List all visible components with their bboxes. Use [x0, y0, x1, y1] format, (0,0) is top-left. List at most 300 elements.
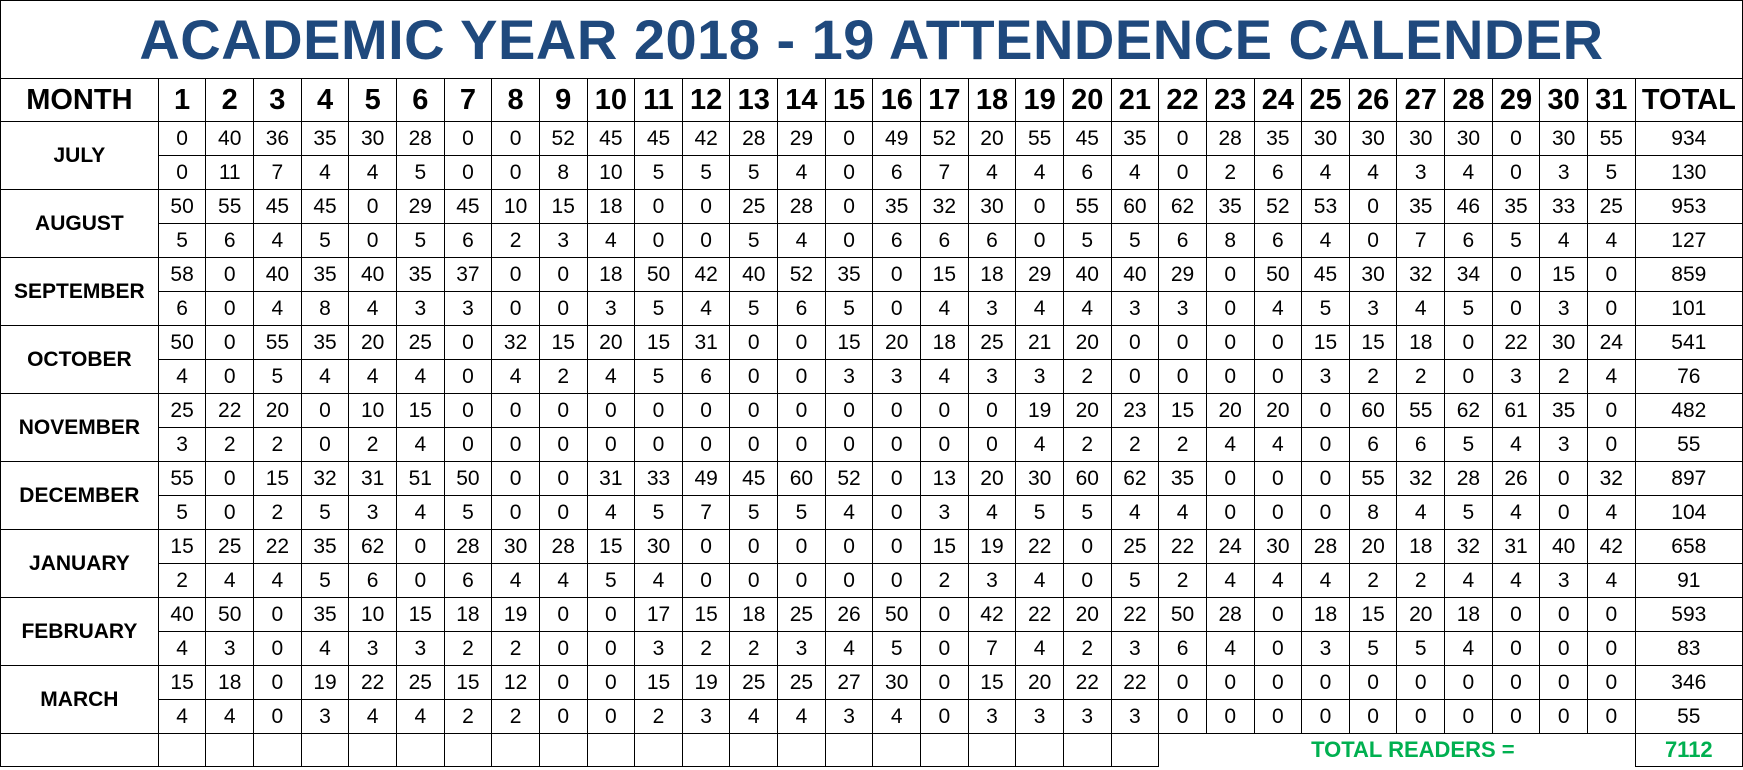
cell-value: 20 [1206, 394, 1254, 428]
cell-value: 0 [1206, 462, 1254, 496]
row-total: 541 [1635, 326, 1742, 360]
cell-value: 32 [1397, 462, 1445, 496]
cell-value: 6 [1397, 428, 1445, 462]
day-header: 23 [1206, 79, 1254, 122]
cell-value: 3 [1540, 428, 1588, 462]
cell-value: 35 [1111, 122, 1159, 156]
cell-value: 0 [730, 360, 778, 394]
cell-value: 18 [206, 666, 254, 700]
cell-value: 0 [1492, 122, 1540, 156]
cell-value: 0 [206, 292, 254, 326]
month-row-readers [1, 394, 1743, 428]
header-row [1, 79, 1743, 122]
cell-value: 4 [825, 632, 873, 666]
cell-value: 0 [206, 360, 254, 394]
cell-value: 15 [1302, 326, 1350, 360]
cell-value: 0 [1492, 632, 1540, 666]
blank-cell [968, 734, 1016, 767]
cell-value: 2 [444, 632, 492, 666]
cell-value: 35 [1397, 190, 1445, 224]
cell-value: 15 [158, 530, 206, 564]
row-total: 897 [1635, 462, 1742, 496]
cell-value: 4 [301, 632, 349, 666]
cell-value: 5 [254, 360, 302, 394]
month-row-readers [1, 326, 1743, 360]
cell-value: 29 [1159, 258, 1207, 292]
cell-value: 20 [1063, 598, 1111, 632]
cell-value: 3 [1302, 632, 1350, 666]
cell-value: 5 [1063, 224, 1111, 258]
cell-value: 0 [1445, 700, 1493, 734]
blank-cell [396, 734, 444, 767]
cell-value: 3 [968, 700, 1016, 734]
cell-value: 3 [1016, 700, 1064, 734]
cell-value: 0 [825, 428, 873, 462]
cell-value: 3 [968, 564, 1016, 598]
cell-value: 40 [1111, 258, 1159, 292]
cell-value: 4 [682, 292, 730, 326]
cell-value: 2 [492, 700, 540, 734]
cell-value: 0 [1540, 632, 1588, 666]
cell-value: 3 [444, 292, 492, 326]
cell-value: 32 [1445, 530, 1493, 564]
cell-value: 0 [1254, 360, 1302, 394]
cell-value: 2 [1159, 428, 1207, 462]
cell-value: 5 [825, 292, 873, 326]
cell-value: 0 [349, 190, 397, 224]
cell-value: 4 [1111, 156, 1159, 190]
cell-value: 22 [206, 394, 254, 428]
cell-value: 30 [968, 190, 1016, 224]
cell-value: 52 [778, 258, 826, 292]
cell-value: 45 [301, 190, 349, 224]
cell-value: 40 [206, 122, 254, 156]
total-readers-label: TOTAL READERS = [1311, 737, 1515, 763]
blank-cell [349, 734, 397, 767]
cell-value: 25 [158, 394, 206, 428]
cell-value: 22 [349, 666, 397, 700]
month-row-count [1, 496, 1743, 530]
cell-value: 5 [635, 292, 683, 326]
cell-value: 55 [206, 190, 254, 224]
cell-value: 6 [873, 224, 921, 258]
cell-value: 3 [301, 700, 349, 734]
cell-value: 0 [1397, 666, 1445, 700]
cell-value: 2 [492, 632, 540, 666]
row-total: 859 [1635, 258, 1742, 292]
cell-value: 50 [1159, 598, 1207, 632]
cell-value: 0 [1492, 156, 1540, 190]
cell-value: 20 [968, 122, 1016, 156]
cell-value: 22 [1063, 666, 1111, 700]
cell-value: 5 [301, 564, 349, 598]
day-header: 29 [1492, 79, 1540, 122]
cell-value: 40 [254, 258, 302, 292]
cell-value: 12 [492, 666, 540, 700]
row-total: 101 [1635, 292, 1742, 326]
cell-value: 32 [1397, 258, 1445, 292]
cell-value: 0 [1111, 326, 1159, 360]
cell-value: 0 [1302, 496, 1350, 530]
cell-value: 52 [1254, 190, 1302, 224]
day-header: 18 [968, 79, 1016, 122]
cell-value: 28 [778, 190, 826, 224]
cell-value: 2 [1063, 428, 1111, 462]
total-readers-value: 7112 [1635, 734, 1742, 767]
blank-cell [1016, 734, 1064, 767]
cell-value: 5 [158, 496, 206, 530]
cell-value: 27 [825, 666, 873, 700]
cell-value: 0 [682, 190, 730, 224]
page-title: ACADEMIC YEAR 2018 - 19 ATTENDENCE CALENDER [0, 0, 1743, 78]
cell-value: 6 [1254, 156, 1302, 190]
cell-value: 0 [492, 156, 540, 190]
cell-value: 4 [254, 224, 302, 258]
cell-value: 4 [396, 496, 444, 530]
cell-value: 8 [301, 292, 349, 326]
cell-value: 0 [301, 394, 349, 428]
cell-value: 2 [635, 700, 683, 734]
row-total: 104 [1635, 496, 1742, 530]
cell-value: 7 [254, 156, 302, 190]
cell-value: 28 [1206, 122, 1254, 156]
cell-value: 62 [1445, 394, 1493, 428]
cell-value: 6 [1159, 632, 1207, 666]
cell-value: 0 [1587, 632, 1635, 666]
cell-value: 0 [825, 224, 873, 258]
month-row-count [1, 224, 1743, 258]
cell-value: 0 [873, 292, 921, 326]
cell-value: 5 [730, 156, 778, 190]
cell-value: 0 [492, 462, 540, 496]
cell-value: 0 [778, 394, 826, 428]
cell-value: 3 [1397, 156, 1445, 190]
day-header: 4 [301, 79, 349, 122]
cell-value: 15 [1349, 598, 1397, 632]
day-header: 6 [396, 79, 444, 122]
blank-cell [873, 734, 921, 767]
cell-value: 4 [587, 224, 635, 258]
cell-value: 15 [396, 598, 444, 632]
cell-value: 20 [1016, 666, 1064, 700]
day-header: 15 [825, 79, 873, 122]
cell-value: 0 [1587, 666, 1635, 700]
cell-value: 35 [301, 326, 349, 360]
cell-value: 15 [396, 394, 444, 428]
cell-value: 62 [349, 530, 397, 564]
cell-value: 3 [1111, 700, 1159, 734]
cell-value: 0 [1254, 700, 1302, 734]
cell-value: 4 [254, 564, 302, 598]
cell-value: 30 [635, 530, 683, 564]
cell-value: 25 [778, 666, 826, 700]
cell-value: 15 [444, 666, 492, 700]
cell-value: 33 [1540, 190, 1588, 224]
cell-value: 20 [254, 394, 302, 428]
cell-value: 0 [1302, 666, 1350, 700]
cell-value: 4 [587, 496, 635, 530]
cell-value: 5 [301, 224, 349, 258]
cell-value: 0 [778, 360, 826, 394]
cell-value: 0 [1159, 156, 1207, 190]
cell-value: 40 [1540, 530, 1588, 564]
cell-value: 0 [444, 326, 492, 360]
cell-value: 25 [778, 598, 826, 632]
cell-value: 3 [1540, 564, 1588, 598]
day-header: 2 [206, 79, 254, 122]
day-header: 26 [1349, 79, 1397, 122]
row-total: 91 [1635, 564, 1742, 598]
row-total: 127 [1635, 224, 1742, 258]
cell-value: 0 [1302, 428, 1350, 462]
day-header: 7 [444, 79, 492, 122]
cell-value: 15 [921, 530, 969, 564]
blank-cell [730, 734, 778, 767]
cell-value: 22 [1111, 598, 1159, 632]
cell-value: 49 [682, 462, 730, 496]
cell-value: 5 [635, 360, 683, 394]
cell-value: 2 [1540, 360, 1588, 394]
cell-value: 5 [1445, 428, 1493, 462]
cell-value: 2 [1397, 564, 1445, 598]
cell-value: 0 [1587, 598, 1635, 632]
cell-value: 0 [492, 394, 540, 428]
day-header: 9 [539, 79, 587, 122]
cell-value: 4 [1302, 224, 1350, 258]
cell-value: 10 [349, 394, 397, 428]
cell-value: 4 [206, 700, 254, 734]
cell-value: 0 [1540, 598, 1588, 632]
cell-value: 2 [1159, 564, 1207, 598]
cell-value: 20 [349, 326, 397, 360]
row-total: 130 [1635, 156, 1742, 190]
day-header: 24 [1254, 79, 1302, 122]
cell-value: 4 [1302, 156, 1350, 190]
cell-value: 4 [396, 360, 444, 394]
cell-value: 60 [1111, 190, 1159, 224]
cell-value: 7 [1397, 224, 1445, 258]
cell-value: 5 [444, 496, 492, 530]
cell-value: 7 [921, 156, 969, 190]
cell-value: 2 [682, 632, 730, 666]
cell-value: 4 [635, 564, 683, 598]
cell-value: 0 [682, 394, 730, 428]
cell-value: 40 [1063, 258, 1111, 292]
cell-value: 0 [921, 598, 969, 632]
cell-value: 0 [1492, 700, 1540, 734]
cell-value: 5 [730, 224, 778, 258]
cell-value: 2 [539, 360, 587, 394]
cell-value: 18 [1445, 598, 1493, 632]
cell-value: 7 [968, 632, 1016, 666]
cell-value: 0 [444, 156, 492, 190]
cell-value: 0 [1540, 496, 1588, 530]
cell-value: 22 [1159, 530, 1207, 564]
blank-cell [587, 734, 635, 767]
cell-value: 42 [682, 122, 730, 156]
cell-value: 0 [1349, 190, 1397, 224]
cell-value: 33 [635, 462, 683, 496]
cell-value: 0 [968, 394, 1016, 428]
cell-value: 19 [492, 598, 540, 632]
cell-value: 20 [587, 326, 635, 360]
cell-value: 3 [921, 496, 969, 530]
cell-value: 50 [206, 598, 254, 632]
cell-value: 4 [1063, 292, 1111, 326]
cell-value: 4 [301, 360, 349, 394]
cell-value: 60 [778, 462, 826, 496]
cell-value: 34 [1445, 258, 1493, 292]
cell-value: 3 [968, 360, 1016, 394]
cell-value: 26 [825, 598, 873, 632]
cell-value: 42 [682, 258, 730, 292]
cell-value: 28 [1445, 462, 1493, 496]
cell-value: 0 [396, 564, 444, 598]
cell-value: 55 [1063, 190, 1111, 224]
cell-value: 0 [1159, 666, 1207, 700]
cell-value: 45 [730, 462, 778, 496]
cell-value: 18 [444, 598, 492, 632]
cell-value: 3 [825, 700, 873, 734]
cell-value: 4 [1445, 156, 1493, 190]
cell-value: 0 [444, 360, 492, 394]
day-header: 3 [254, 79, 302, 122]
cell-value: 0 [1206, 666, 1254, 700]
cell-value: 15 [1540, 258, 1588, 292]
cell-value: 0 [1587, 394, 1635, 428]
cell-value: 0 [349, 224, 397, 258]
cell-value: 3 [206, 632, 254, 666]
cell-value: 0 [873, 428, 921, 462]
cell-value: 0 [539, 700, 587, 734]
cell-value: 18 [587, 190, 635, 224]
cell-value: 22 [1492, 326, 1540, 360]
cell-value: 4 [1206, 564, 1254, 598]
cell-value: 0 [1302, 700, 1350, 734]
cell-value: 0 [1254, 326, 1302, 360]
row-total: 953 [1635, 190, 1742, 224]
cell-value: 0 [730, 564, 778, 598]
cell-value: 6 [444, 564, 492, 598]
cell-value: 35 [825, 258, 873, 292]
cell-value: 6 [1349, 428, 1397, 462]
cell-value: 51 [396, 462, 444, 496]
cell-value: 0 [1111, 360, 1159, 394]
month-name: MARCH [1, 666, 159, 734]
cell-value: 6 [921, 224, 969, 258]
day-header: 11 [635, 79, 683, 122]
cell-value: 2 [1063, 360, 1111, 394]
cell-value: 5 [1492, 224, 1540, 258]
day-header: 20 [1063, 79, 1111, 122]
cell-value: 6 [682, 360, 730, 394]
cell-value: 0 [444, 428, 492, 462]
cell-value: 0 [873, 530, 921, 564]
cell-value: 4 [349, 700, 397, 734]
blank-cell [301, 734, 349, 767]
cell-value: 4 [254, 292, 302, 326]
row-total: 593 [1635, 598, 1742, 632]
blank-cell [635, 734, 683, 767]
cell-value: 7 [682, 496, 730, 530]
cell-value: 0 [301, 428, 349, 462]
cell-value: 5 [635, 156, 683, 190]
cell-value: 2 [492, 224, 540, 258]
day-header: 1 [158, 79, 206, 122]
cell-value: 2 [1111, 428, 1159, 462]
cell-value: 0 [968, 428, 1016, 462]
cell-value: 0 [778, 428, 826, 462]
cell-value: 2 [1349, 564, 1397, 598]
cell-value: 30 [349, 122, 397, 156]
cell-value: 4 [1587, 360, 1635, 394]
cell-value: 19 [968, 530, 1016, 564]
cell-value: 28 [730, 122, 778, 156]
cell-value: 18 [968, 258, 1016, 292]
day-header: 19 [1016, 79, 1064, 122]
cell-value: 35 [396, 258, 444, 292]
cell-value: 53 [1302, 190, 1350, 224]
cell-value: 52 [539, 122, 587, 156]
blank-cell [921, 734, 969, 767]
cell-value: 6 [444, 224, 492, 258]
cell-value: 0 [492, 122, 540, 156]
cell-value: 4 [1254, 292, 1302, 326]
cell-value: 4 [1492, 564, 1540, 598]
cell-value: 4 [778, 700, 826, 734]
cell-value: 0 [730, 428, 778, 462]
cell-value: 0 [1587, 700, 1635, 734]
cell-value: 0 [158, 156, 206, 190]
cell-value: 0 [1587, 258, 1635, 292]
cell-value: 0 [539, 632, 587, 666]
cell-value: 5 [1445, 496, 1493, 530]
cell-value: 35 [301, 258, 349, 292]
cell-value: 35 [301, 122, 349, 156]
cell-value: 4 [1445, 564, 1493, 598]
month-header: MONTH [1, 79, 159, 122]
cell-value: 30 [1349, 122, 1397, 156]
cell-value: 0 [1159, 122, 1207, 156]
cell-value: 5 [1349, 632, 1397, 666]
cell-value: 0 [158, 122, 206, 156]
cell-value: 3 [635, 632, 683, 666]
cell-value: 0 [635, 394, 683, 428]
cell-value: 4 [1016, 292, 1064, 326]
cell-value: 0 [1159, 700, 1207, 734]
cell-value: 31 [1492, 530, 1540, 564]
cell-value: 0 [825, 530, 873, 564]
cell-value: 42 [1587, 530, 1635, 564]
cell-value: 4 [1397, 292, 1445, 326]
cell-value: 3 [396, 292, 444, 326]
row-total: 55 [1635, 700, 1742, 734]
cell-value: 4 [873, 700, 921, 734]
day-header: 28 [1445, 79, 1493, 122]
blank-cell [1063, 734, 1111, 767]
month-row-readers [1, 258, 1743, 292]
cell-value: 2 [254, 428, 302, 462]
cell-value: 40 [158, 598, 206, 632]
cell-value: 0 [1349, 700, 1397, 734]
cell-value: 0 [825, 564, 873, 598]
month-row-readers [1, 530, 1743, 564]
month-row-count [1, 564, 1743, 598]
cell-value: 62 [1111, 462, 1159, 496]
cell-value: 0 [825, 190, 873, 224]
cell-value: 3 [1302, 360, 1350, 394]
cell-value: 13 [921, 462, 969, 496]
